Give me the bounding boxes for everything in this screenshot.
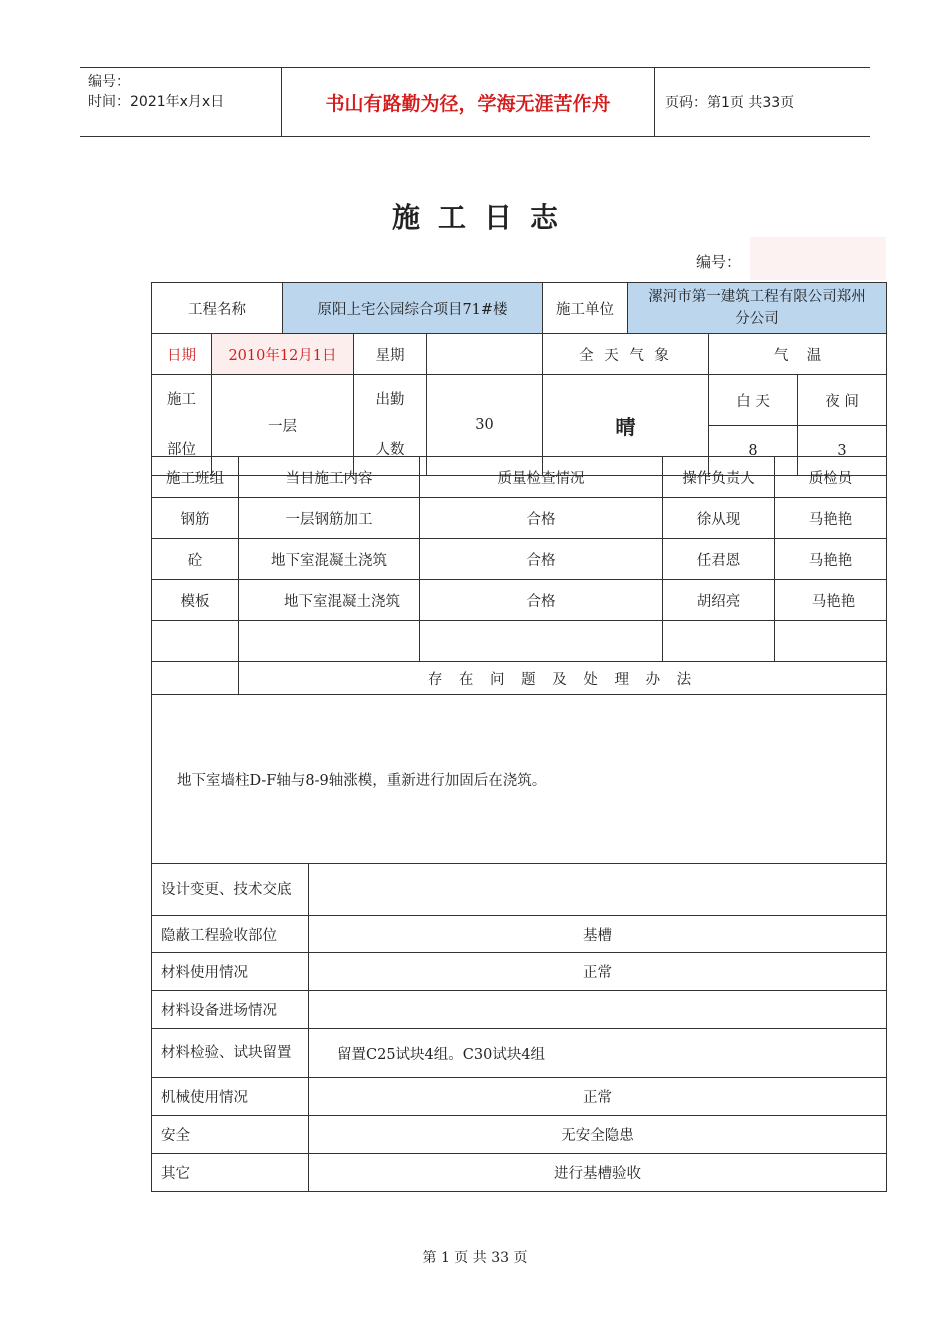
- detail-row: [152, 916, 887, 953]
- table-row: [152, 498, 887, 539]
- quality-cell: 合格: [420, 580, 663, 621]
- table-row: [152, 539, 887, 580]
- header-operator: 操作负责人: [663, 457, 775, 498]
- team-cell: 钢筋: [152, 498, 239, 539]
- content-cell: 地下室混凝土浇筑: [239, 580, 420, 621]
- page-info: 页码：第1页 共33页: [665, 95, 795, 111]
- attendance-label-line2: 人数: [375, 442, 405, 458]
- detail-value: [309, 991, 887, 1029]
- detail-value: [309, 864, 887, 916]
- weekday-label: 星期: [354, 334, 427, 375]
- inspector-cell: 马艳艳: [775, 498, 887, 539]
- team-cell: 模板: [152, 580, 239, 621]
- detail-label: 隐蔽工程验收部位: [152, 916, 309, 953]
- inspector-cell: 马艳艳: [775, 539, 887, 580]
- work-table: [151, 456, 887, 864]
- document-title: 施工日志: [391, 201, 576, 234]
- weather-value: 晴: [543, 375, 709, 476]
- operator-cell: 徐从现: [663, 498, 775, 539]
- detail-value: 无安全隐患: [309, 1116, 887, 1154]
- detail-label: 设计变更、技术交底: [152, 864, 309, 916]
- detail-row: [152, 1116, 887, 1154]
- site-value: 一层: [212, 375, 354, 476]
- doc-number-field[interactable]: [750, 237, 886, 280]
- content-cell: 地下室混凝土浇筑: [239, 539, 420, 580]
- inspector-cell: [775, 621, 887, 662]
- header-inspector: 质检员: [775, 457, 887, 498]
- construction-unit-value: 漯河市第一建筑工程有限公司郑州分公司: [628, 283, 887, 334]
- project-name-value: 原阳上宅公园综合项目71#楼: [283, 283, 543, 334]
- info-table: [151, 282, 887, 476]
- header-team: 施工班组: [152, 457, 239, 498]
- content-cell: [239, 621, 420, 662]
- detail-value: 正常: [309, 1078, 887, 1116]
- doc-number-label: 编号：: [696, 253, 742, 271]
- detail-label: 其它: [152, 1154, 309, 1192]
- issues-label: 存 在 问 题 及 处 理 办 法: [239, 662, 887, 695]
- date-value: 2010年12月1日: [212, 334, 354, 375]
- detail-value: 留置C25试块4组。C30试块4组: [309, 1029, 887, 1078]
- detail-value: 进行基槽验收: [309, 1154, 887, 1192]
- operator-cell: [663, 621, 775, 662]
- site-label-line2: 部位: [167, 442, 196, 458]
- team-cell: 砼: [152, 539, 239, 580]
- attendance-label-line1: 出勤: [375, 392, 405, 408]
- construction-unit-label: 施工单位: [543, 283, 628, 334]
- issues-content: 地下室墙柱D-F轴与8-9轴涨模，重新进行加固后在浇筑。: [152, 695, 887, 864]
- night-temp: 3: [798, 426, 887, 476]
- team-cell: [152, 621, 239, 662]
- header-quality: 质量检查情况: [420, 457, 663, 498]
- operator-cell: 任君恩: [663, 539, 775, 580]
- inspector-cell: 马艳艳: [775, 580, 887, 621]
- site-label-line1: 施工: [167, 392, 196, 408]
- header-meta: [80, 68, 282, 136]
- details-table: [151, 863, 887, 1192]
- detail-label: 材料使用情况: [152, 953, 309, 991]
- detail-value: 正常: [309, 953, 887, 991]
- detail-row: [152, 953, 887, 991]
- date-label: 日期: [152, 334, 212, 375]
- detail-label: 机械使用情况: [152, 1078, 309, 1116]
- content-cell: 一层钢筋加工: [239, 498, 420, 539]
- detail-row: [152, 1154, 887, 1192]
- detail-row: [152, 1029, 887, 1078]
- issues-blank-cell: [152, 662, 239, 695]
- page-footer: 第 1 页 共 33 页: [422, 1250, 528, 1266]
- detail-label: 安全: [152, 1116, 309, 1154]
- project-name-label: 工程名称: [152, 283, 283, 334]
- weekday-value: [427, 334, 543, 375]
- day-label: 白 天: [709, 375, 798, 426]
- attendance-value: 30: [427, 375, 543, 476]
- quality-cell: 合格: [420, 539, 663, 580]
- weather-label: 全 天 气 象: [543, 334, 709, 375]
- detail-value: 基槽: [309, 916, 887, 953]
- temperature-label: 气 温: [709, 334, 887, 375]
- operator-cell: 胡绍亮: [663, 580, 775, 621]
- detail-row: [152, 864, 887, 916]
- detail-label: 材料设备进场情况: [152, 991, 309, 1029]
- quality-cell: 合格: [420, 498, 663, 539]
- table-row: [152, 621, 887, 662]
- page-header: [80, 67, 870, 137]
- detail-label: 材料检验、试块留置: [152, 1029, 309, 1078]
- detail-row: [152, 991, 887, 1029]
- detail-row: [152, 1078, 887, 1116]
- header-content: 当日施工内容: [239, 457, 420, 498]
- table-row: [152, 580, 887, 621]
- night-label: 夜 间: [798, 375, 887, 426]
- day-temp: 8: [709, 426, 798, 476]
- motto: 书山有路勤为径，学海无涯苦作舟: [282, 68, 655, 136]
- number-label: 编号：: [88, 74, 130, 90]
- quality-cell: [420, 621, 663, 662]
- time-label: 时间：2021年x月x日: [88, 94, 225, 110]
